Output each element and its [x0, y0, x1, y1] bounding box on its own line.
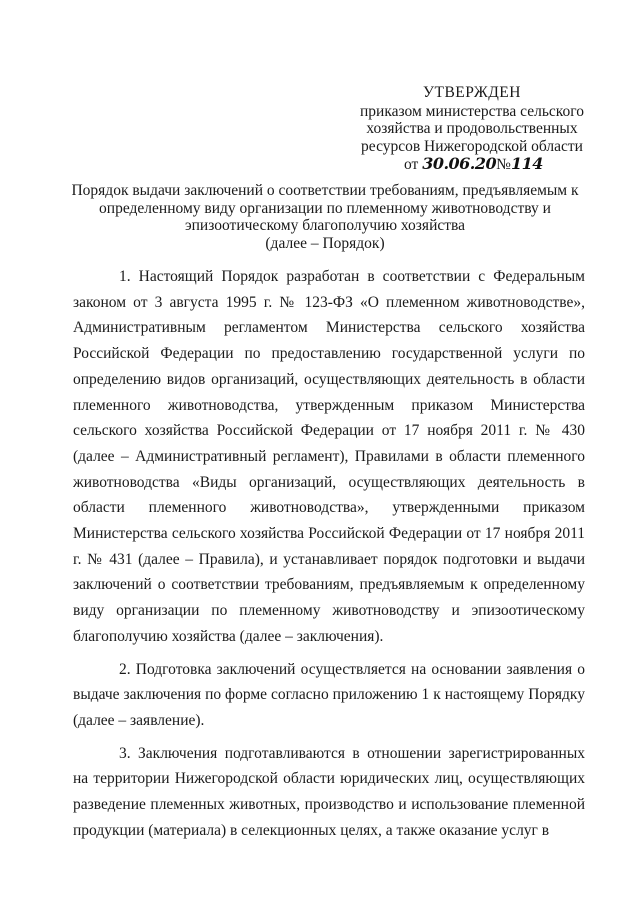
- paragraph-1: 1. Настоящий Порядок разработан в соответствии с Федеральным законом от 3 августа 1995 г. № 123-ФЗ «О племенном животноводстве», Административным регламентом Министерства сельского хозяйства Российской Федерации по предоставлению государственной услуги по определению видов организаций, осуществляющих деятельность в области племенного животноводства, утвержденным приказом Министерства сельского хозяйства Российской Федерации от 17 ноября 2011 г. № 430 (далее – Административный регламент), Правилами в области племенного животноводства «Виды организаций, осуществляющих деятельность в области племенного животноводства», утвержденными приказом Министерства сельского хозяйства Российской Федерации от 17 ноября 2011 г. № 431 (далее – Правила), и устанавливает порядок подготовки и выдачи заключений о соответствии требованиям, предъявляемым к определенному виду организации по племенному животноводству и эпизоотическому благополучию хозяйства (далее – заключения).: [73, 268, 585, 645]
- title-line: эпизоотическому благополучию хозяйства: [184, 217, 466, 234]
- handwritten-number: 114: [510, 154, 543, 173]
- approval-heading: УТВЕРЖДЕН: [423, 84, 521, 101]
- approval-line: ресурсов Нижегородской области: [361, 137, 583, 155]
- title-line: Порядок выдачи заключений о соответствии требованиям, предъявляемым к: [71, 182, 579, 199]
- approval-line: приказом министерства сельского: [359, 102, 585, 120]
- document-title: [60, 182, 590, 252]
- approval-stamp: [356, 84, 588, 174]
- approval-date-line: [356, 155, 588, 174]
- paragraph-2: 2. Подготовка заключений осуществляется на основании заявления о выдаче заключения по форме согласно приложению 1 к настоящему Порядку (далее – заявление).: [73, 660, 585, 729]
- handwritten-date: 30.06.20: [422, 154, 497, 173]
- approval-line: хозяйства и продовольственных: [366, 120, 578, 137]
- date-prefix: от: [404, 156, 419, 173]
- number-prefix: №: [496, 156, 511, 173]
- document-body: [73, 264, 585, 843]
- paragraph-3: 3. Заключения подготавливаются в отношении зарегистрированных на территории Нижегородской области юридических лиц, осуществляющих разведение племенных животных, производство и использование племенной продукции (материала) в селекционных целях, а также оказание услуг в: [73, 744, 585, 839]
- title-line: (далее – Порядок): [265, 234, 385, 252]
- title-line: определенному виду организации по племенному животноводству и: [99, 199, 551, 217]
